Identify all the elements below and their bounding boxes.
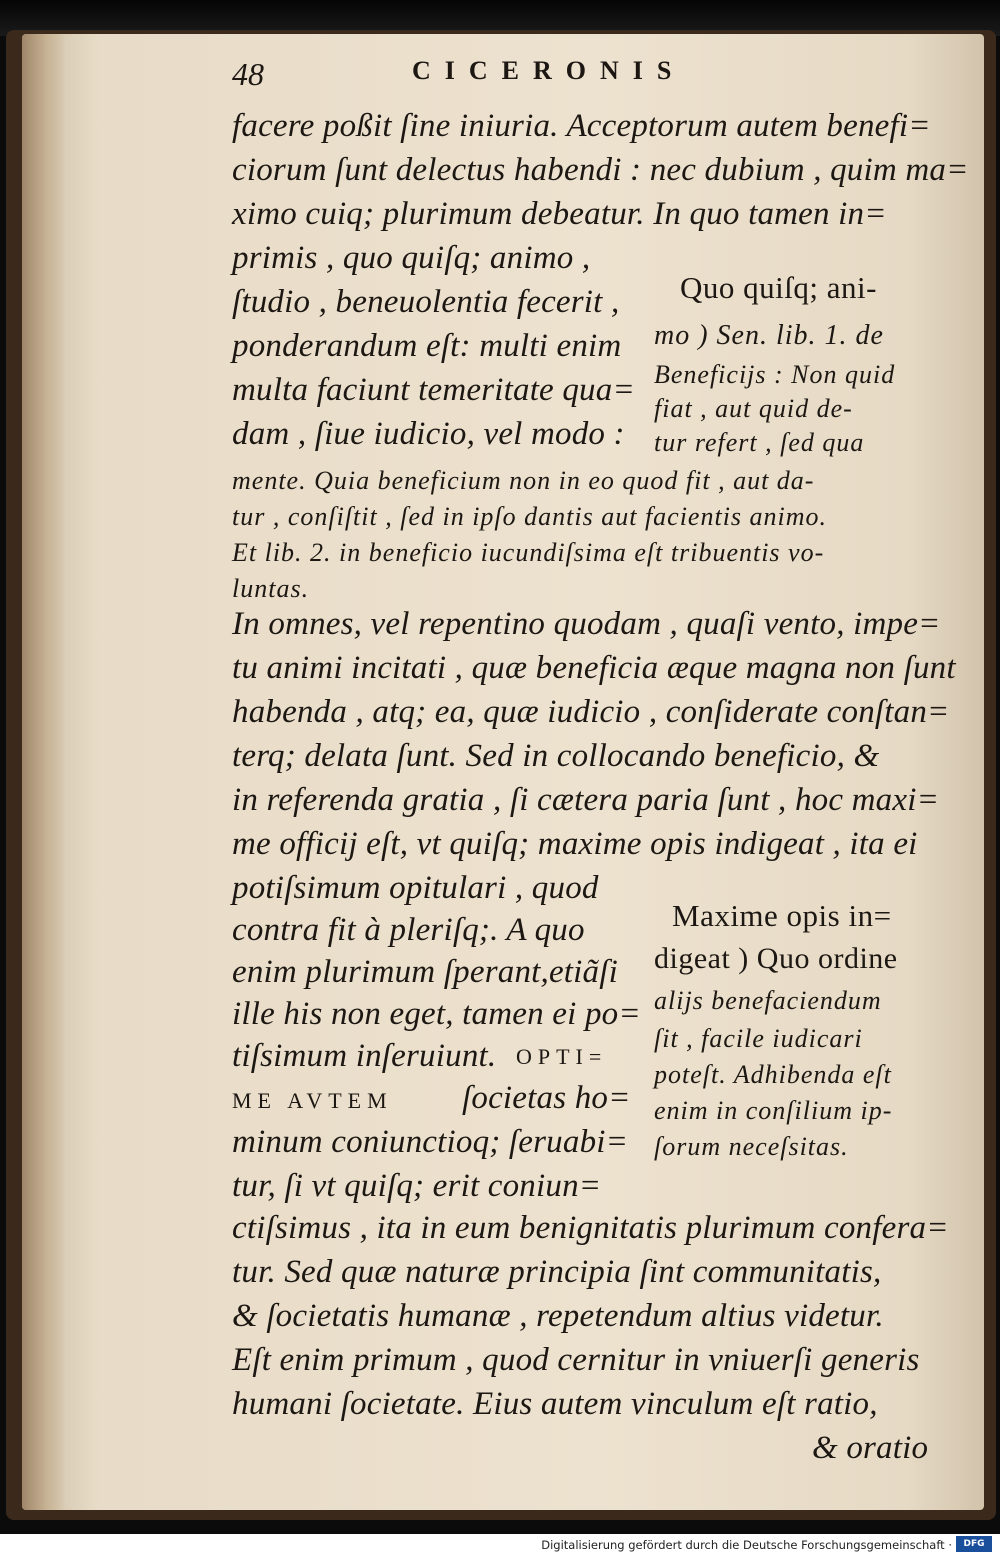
page-gutter	[22, 34, 66, 1510]
footer-credit: Digitalisierung gefördert durch die Deutsche Forschungsgemeinschaft ·	[541, 1538, 952, 1552]
text-line: ſocietas ho=	[462, 1080, 631, 1116]
digitization-footer	[0, 1534, 1000, 1556]
text-line: tiſsimum inſeruiunt.	[232, 1038, 497, 1074]
book-page	[22, 34, 984, 1510]
text-line: ciorum ſunt delectus habendi : nec dubium , quim ma=	[232, 152, 969, 188]
small-caps-text: OPTI=	[516, 1044, 608, 1069]
text-line: facere poßit ſine iniuria. Acceptorum autem benefi=	[232, 108, 931, 144]
dfg-logo: DFG	[956, 1536, 992, 1552]
text-line: In omnes, vel repentino quodam , quaſi vento, impe=	[232, 606, 941, 642]
text-line: ille his non eget, tamen ei po=	[232, 996, 641, 1032]
small-caps-text: ME AVTEM	[232, 1088, 393, 1113]
text-line: tu animi incitati , quæ beneficia æque magna non ſunt	[232, 650, 956, 686]
text-line: & ſocietatis humanæ , repetendum altius videtur.	[232, 1298, 884, 1334]
text-line: terq; delata ſunt. Sed in collocando beneficio, &	[232, 738, 880, 774]
text-line: primis , quo quiſq; animo ,	[232, 240, 591, 276]
text-line: tur. Sed quæ naturæ principia ſint communitatis,	[232, 1254, 882, 1290]
note-line: tur refert , ſed qua	[654, 428, 865, 457]
note-line: Beneficijs : Non quid	[654, 360, 896, 389]
text-line: in referenda gratia , ſi cætera paria ſunt , hoc maxi=	[232, 782, 940, 818]
text-line: Eſt enim primum , quod cernitur in vniuerſi generis	[232, 1342, 920, 1378]
text-line: ximo cuiq; plurimum debeatur. In quo tamen in=	[232, 196, 887, 232]
note-heading: Maxime opis in=	[672, 898, 892, 933]
text-line: enim plurimum ſperant,etiãſi	[232, 954, 618, 990]
text-line: tur, ſi vt quiſq; erit coniun=	[232, 1168, 602, 1204]
note-line: digeat ) Quo ordine	[654, 942, 898, 975]
text-line: humani ſocietate. Eius autem vinculum eſt ratio,	[232, 1386, 878, 1422]
text-line: dam , ſiue iudicio, vel modo :	[232, 416, 625, 452]
running-title: CICERONIS	[412, 56, 686, 85]
note-line: poteſt. Adhibenda eſt	[654, 1060, 892, 1089]
text-line: ſtudio , beneuolentia fecerit ,	[232, 284, 620, 320]
text-line: contra fit à pleriſq;. A quo	[232, 912, 585, 948]
note-line: Et lib. 2. in beneficio iucundiſsima eſt tribuentis vo-	[232, 538, 825, 567]
catchword: & oratio	[812, 1430, 929, 1466]
note-line: fiat , aut quid de-	[654, 394, 853, 423]
note-line: mo ) Sen. lib. 1. de	[654, 320, 884, 351]
text-line: ctiſsimus , ita in eum benignitatis plurimum confera=	[232, 1210, 949, 1246]
note-line: enim in conſilium ip-	[654, 1096, 893, 1125]
note-line: mente. Quia beneficium non in eo quod fit , aut da-	[232, 466, 815, 495]
note-line: ſorum neceſsitas.	[654, 1132, 849, 1161]
note-heading: Quo quiſq; ani-	[680, 270, 877, 305]
text-line: minum coniunctioq; ſeruabi=	[232, 1124, 629, 1160]
text-line: habenda , atq; ea, quæ iudicio , conſiderate conſtan=	[232, 694, 950, 730]
note-line: luntas.	[232, 574, 310, 603]
text-line: multa faciunt temeritate qua=	[232, 372, 635, 408]
note-line: tur , conſiſtit , ſed in ipſo dantis aut facientis animo.	[232, 502, 828, 531]
page-number: 48	[232, 56, 264, 92]
text-line: ponderandum eſt: multi enim	[232, 328, 622, 364]
note-line: ſit , facile iudicari	[654, 1024, 863, 1053]
text-line: potiſsimum opitulari , quod	[232, 870, 599, 906]
note-line: alijs benefaciendum	[654, 986, 882, 1015]
text-line: me officij eſt, vt quiſq; maxime opis indigeat , ita ei	[232, 826, 918, 862]
